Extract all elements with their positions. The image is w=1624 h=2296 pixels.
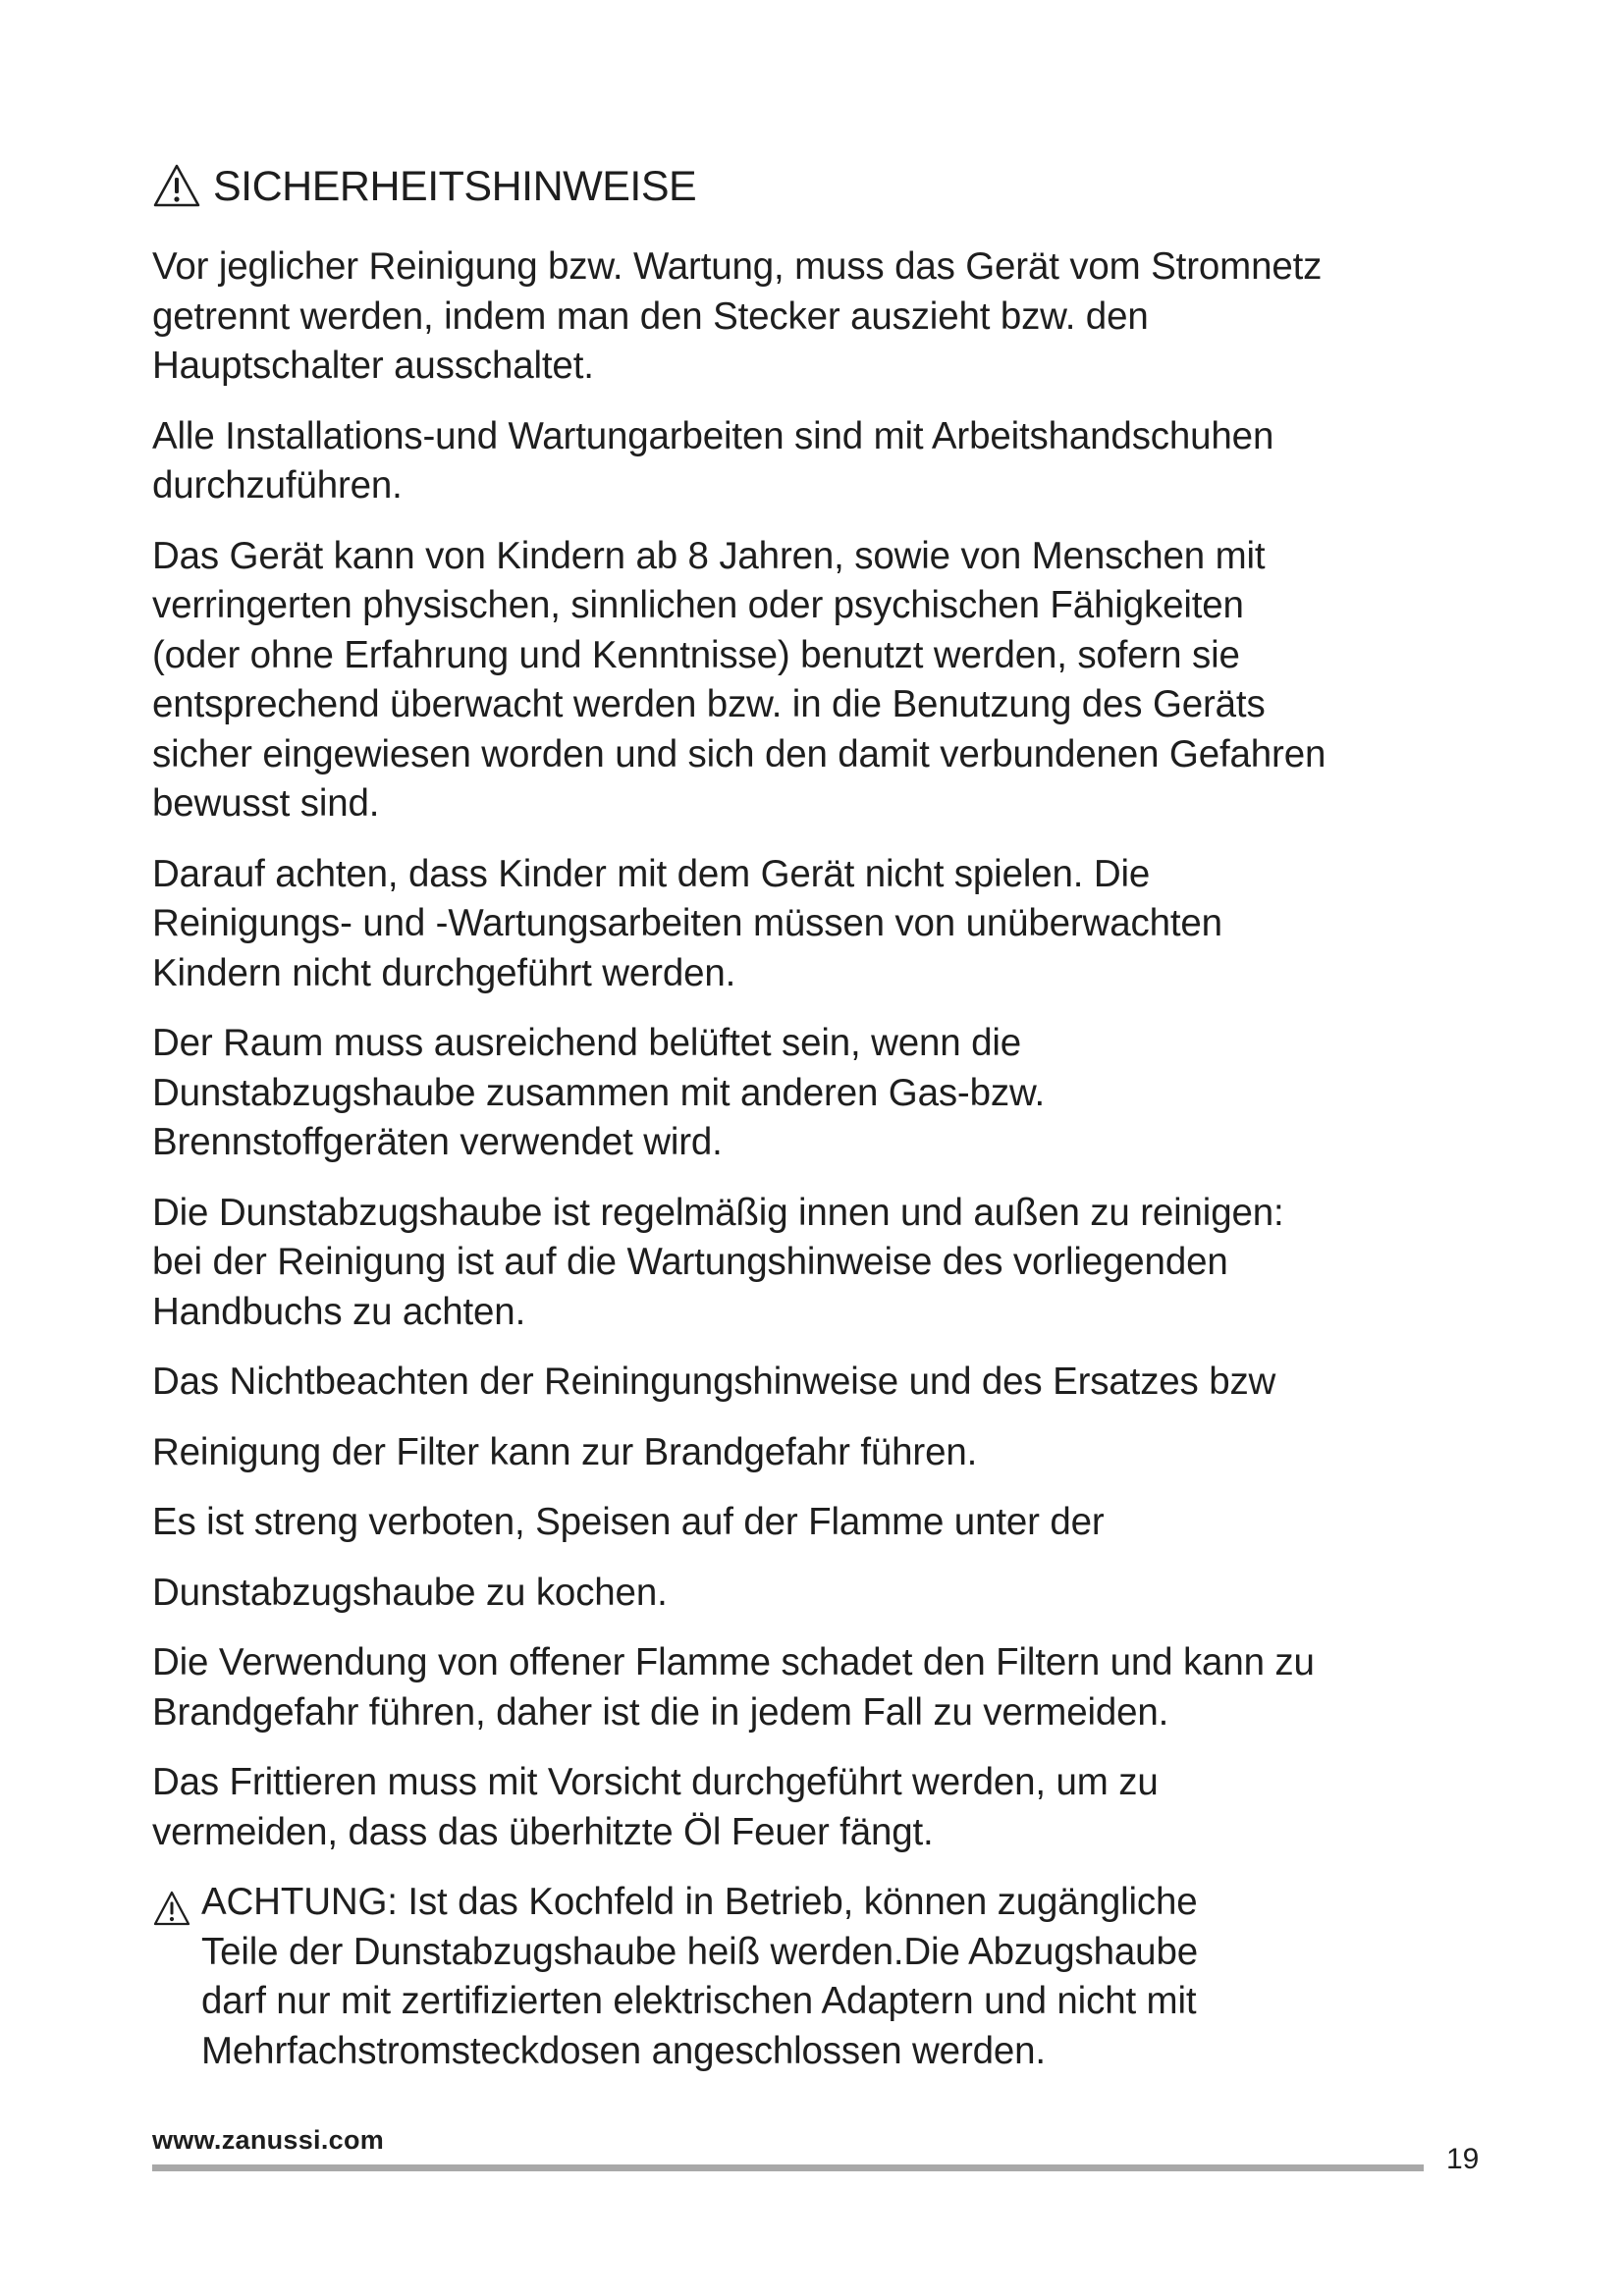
warning-triangle-icon <box>152 163 201 208</box>
paragraph-flame-forbidden-cont: Dunstabzugshaube zu kochen. <box>152 1571 668 1614</box>
section-heading <box>152 163 696 211</box>
warning-block <box>152 1878 1497 2076</box>
section-title: SICHERHEITSHINWEISE <box>213 163 697 210</box>
paragraph-power-disconnect: Vor jeglicher Reinigung bzw. Wartung, muss das Gerät vom Stromnetz getrennt werden, indem man den Stecker auszieht bzw. den Hauptschalter ausschaltet. <box>152 245 1323 387</box>
paragraph-filter-fire: Reinigung der Filter kann zur Brandgefahr führen. <box>152 1430 978 1473</box>
paragraph-gloves: Alle Installations-und Wartungarbeiten sind mit Arbeitshandschuhen durchzuführen. <box>152 414 1274 507</box>
page-number: 19 <box>1446 2143 1480 2175</box>
safety-text <box>152 242 1497 2076</box>
paragraph-open-flame: Die Verwendung von offener Flamme schadet den Filtern und kann zu Brandgefahr führen, daher ist die in jedem Fall zu vermeiden. <box>152 1641 1315 1734</box>
paragraph-ventilation: Der Raum muss ausreichend belüftet sein, wenn die Dunstabzugshaube zusammen mit anderen Gas-bzw. Brennstoffgeräten verwendet wird. <box>152 1022 1046 1163</box>
warning-text: ACHTUNG: Ist das Kochfeld in Betrieb, können zugängliche Teile der Dunstabzugshaube heiß werden.Die Abzugshaube darf nur mit zertifizierten elektrischen Adaptern und nicht mit Mehrfachstromsteckdosen angeschlossen werden. <box>201 1881 1198 2072</box>
footer-divider <box>152 2164 1424 2171</box>
paragraph-cleaning: Die Dunstabzugshaube ist regelmäßig innen und außen zu reinigen: bei der Reinigung ist auf die Wartungshinweise des vorliegenden Handbuchs zu achten. <box>152 1191 1284 1333</box>
paragraph-children-play: Darauf achten, dass Kinder mit dem Gerät nicht spielen. Die Reinigungs- und -Wartungsarbeiten müssen von unüberwachten Kindern nicht durchgeführt werden. <box>152 852 1222 994</box>
paragraph-flame-forbidden: Es ist streng verboten, Speisen auf der Flamme unter der <box>152 1501 1105 1543</box>
website-link[interactable]: www.zanussi.com <box>152 2125 385 2155</box>
warning-triangle-icon <box>152 1890 191 1927</box>
paragraph-children-usage: Das Gerät kann von Kindern ab 8 Jahren, sowie von Menschen mit verringerten physischen, sinnlichen oder psychischen Fähigkeiten (oder ohne Erfahrung und Kenntnisse) benutzt werden, sofern sie entsprechend überwacht werden bzw. in die Benutzung des Geräts sicher eingewiesen worden und sich den damit verbundenen Gefahren bewusst sind. <box>152 534 1326 825</box>
paragraph-non-compliance: Das Nichtbeachten der Reiningungshinweise und des Ersatzes bzw <box>152 1361 1276 1403</box>
paragraph-frying: Das Frittieren muss mit Vorsicht durchgeführt werden, um zu vermeiden, dass das überhitzte Öl Feuer fängt. <box>152 1761 1159 1853</box>
